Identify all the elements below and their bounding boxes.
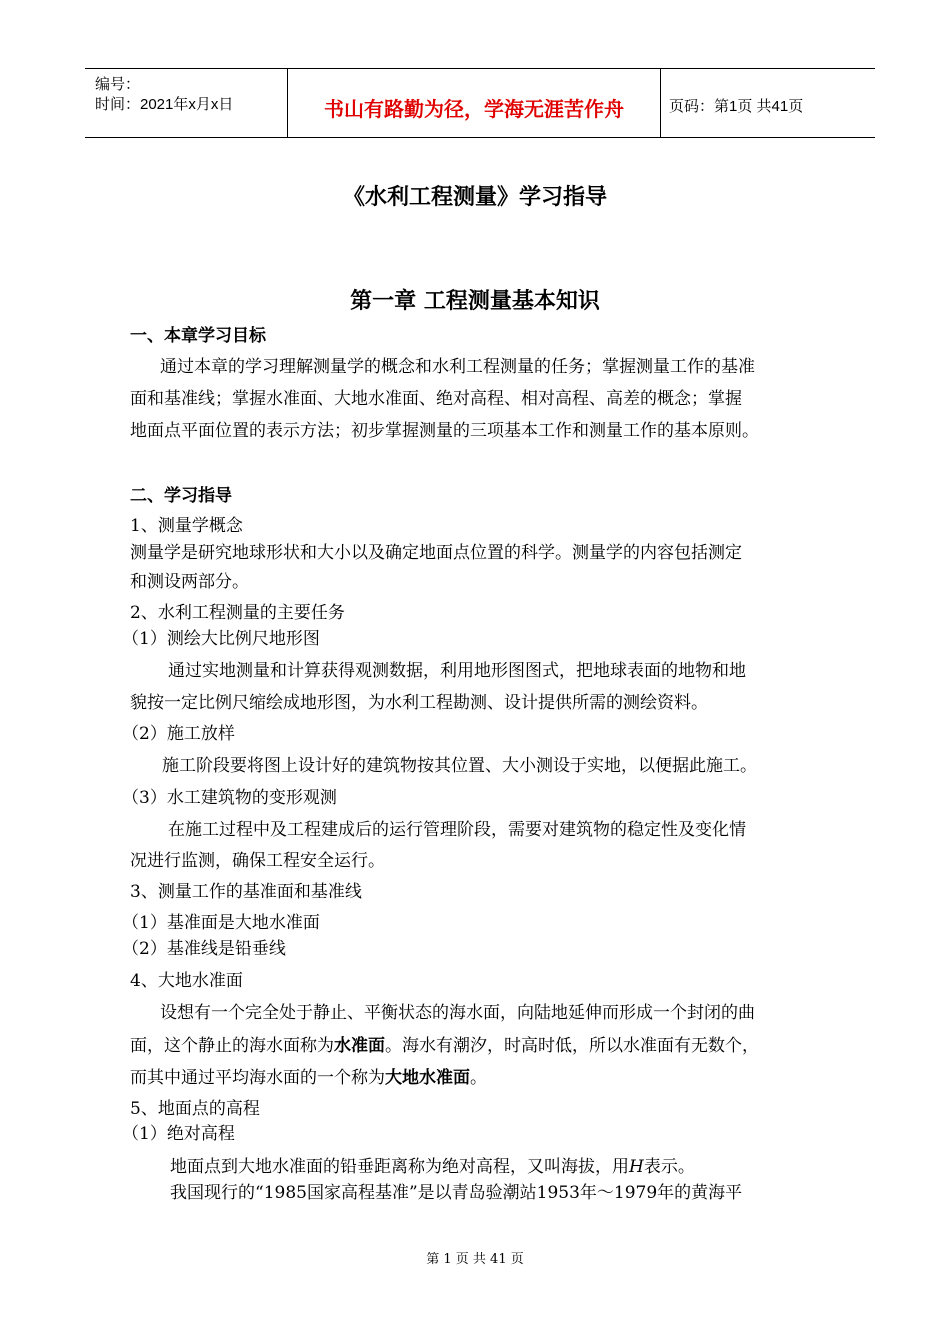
header-table (85, 68, 875, 138)
item-title: 4、大地水准面 (130, 971, 243, 991)
number-label: 编号： (95, 76, 141, 93)
page-number-label: 页码：第1页 共41页 (669, 98, 804, 115)
item-title: 1、测量学概念 (130, 516, 243, 536)
text-run: 。 (470, 1068, 487, 1088)
paragraph-line: 在施工过程中及工程建成后的运行管理阶段，需要对建筑物的稳定性及变化情 (168, 820, 746, 840)
text-run: 而其中通过平均海水面的一个称为 (130, 1068, 385, 1088)
paragraph-line: 地面点平面位置的表示方法；初步掌握测量的三项基本工作和测量工作的基本原则。 (130, 421, 759, 441)
section-heading: 一、本章学习目标 (130, 326, 266, 346)
paragraph-line: 况进行监测，确保工程安全运行。 (130, 851, 385, 871)
item-title: 2、水利工程测量的主要任务 (130, 603, 345, 623)
text-run: 表示。 (643, 1157, 695, 1177)
header-motto-cell (288, 69, 661, 137)
sub-item-title: （3）水工建筑物的变形观测 (122, 788, 337, 808)
paragraph-line-mixed (170, 1152, 695, 1177)
paragraph-line: 面和基准线；掌握水准面、大地水准面、绝对高程、相对高程、高差的概念；掌握 (130, 389, 742, 409)
paragraph-line: 我国现行的“1985国家高程基准”是以青岛验潮站1953年～1979年的黄海平 (170, 1183, 743, 1203)
height-symbol: H (629, 1157, 644, 1177)
paragraph-line: 设想有一个完全处于静止、平衡状态的海水面，向陆地延伸而形成一个封闭的曲 (160, 1003, 755, 1023)
page-footer: 第 1 页 共 41 页 (426, 1252, 524, 1267)
motto-text: 书山有路勤为径，学海无涯苦作舟 (324, 97, 624, 121)
paragraph-line: 测量学是研究地球形状和大小以及确定地面点位置的科学。测量学的内容包括测定 (130, 543, 742, 563)
item-title: 3、测量工作的基准面和基准线 (130, 882, 362, 902)
header-meta-cell (85, 69, 288, 137)
paragraph-line: 通过本章的学习理解测量学的概念和水利工程测量的任务；掌握测量工作的基准 (160, 357, 755, 377)
section-heading: 二、学习指导 (130, 486, 232, 506)
header-page-cell (661, 69, 875, 137)
paragraph-line-mixed (130, 1063, 487, 1088)
sub-item-title: （2）施工放样 (122, 724, 235, 744)
sub-item-title: （1）绝对高程 (122, 1124, 235, 1144)
bold-term: 水准面 (334, 1036, 385, 1056)
item-title: 5、地面点的高程 (130, 1099, 260, 1119)
text-run: 。海水有潮汐，时高时低，所以水准面有无数个， (385, 1036, 759, 1056)
sub-item-title: （1）测绘大比例尺地形图 (122, 629, 320, 649)
paragraph-line: 通过实地测量和计算获得观测数据，利用地形图图式，把地球表面的地物和地 (168, 661, 746, 681)
time-label: 时间：2021年x月x日 (95, 96, 234, 113)
paragraph-line-mixed (130, 1031, 759, 1056)
chapter-title: 第一章 工程测量基本知识 (350, 289, 600, 314)
paragraph-line: 和测设两部分。 (130, 572, 249, 592)
paragraph-line: 貌按一定比例尺缩绘成地形图，为水利工程勘测、设计提供所需的测绘资料。 (130, 693, 708, 713)
paragraph-line: 施工阶段要将图上设计好的建筑物按其位置、大小测设于实地，以便据此施工。 (162, 756, 757, 776)
sub-item-title: （2）基准线是铅垂线 (122, 939, 286, 959)
sub-item-title: （1）基准面是大地水准面 (122, 913, 320, 933)
text-run: 面，这个静止的海水面称为 (130, 1036, 334, 1056)
document-title: 《水利工程测量》学习指导 (342, 185, 607, 210)
bold-term: 大地水准面 (385, 1068, 470, 1088)
text-run: 地面点到大地水准面的铅垂距离称为绝对高程，又叫海拔，用 (170, 1157, 629, 1177)
